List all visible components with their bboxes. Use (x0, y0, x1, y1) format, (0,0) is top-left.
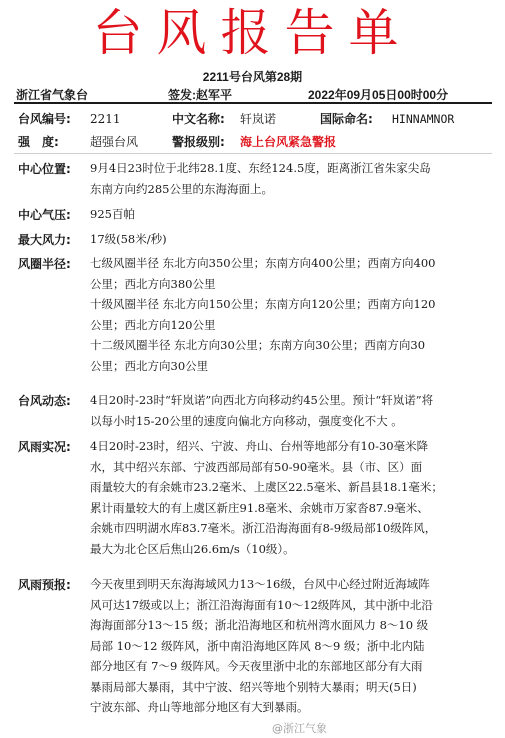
forecast-label: 风雨预报: (18, 578, 71, 592)
issue-datetime: 2022年09月05日00时00分 (308, 88, 449, 102)
agency-name: 浙江省气象台 (16, 88, 89, 102)
typhoon-cn-name: 轩岚诺 (240, 112, 277, 126)
movement-label: 台风动态: (18, 394, 71, 408)
center-line: 东南方向约285公里的东海海面上。 (90, 181, 273, 196)
info-row-2 (0, 133, 505, 153)
radius-line: 公里；西北方向380公里 (90, 276, 216, 291)
radius-line: 公里；西北方向30公里 (90, 358, 209, 373)
observed-line: 雨量较大的有余姚市23.2毫米、上虞区22.5毫米、新昌县18.1毫米； (90, 480, 443, 494)
radius-text (90, 253, 436, 376)
info-divider (14, 153, 492, 154)
forecast-line: 海海面部分13～15 级；浙北沿海地区和杭州湾水面风力 8～10 级 (90, 618, 429, 632)
pressure-line: 925百帕 (90, 207, 135, 221)
forecast-text (90, 574, 433, 718)
radius-line: 十二级风圈半径 东北方向30公里；东南方向30公里；西南方向30 (90, 338, 426, 352)
signer: 签发:赵军平 (168, 88, 232, 102)
intl-name-label: 国际命名: (320, 112, 373, 126)
radius-line: 七级风圈半径 东北方向350公里；东南方向400公里；西南方向400 (90, 256, 436, 270)
report-title: 台风报告单 (92, 4, 413, 62)
typhoon-number: 2211 (90, 112, 121, 126)
wind-text (90, 229, 167, 250)
cn-name-label: 中文名称: (172, 112, 225, 126)
warning-level: 海上台风紧急警报 (240, 135, 337, 149)
info-row-1 (0, 110, 505, 130)
observed-label: 风雨实况: (18, 440, 71, 454)
observed-line: 余姚市四明湖水库83.7毫米。浙江沿海海面有8-9级局部10级阵风， (90, 521, 437, 535)
forecast-line: 局部 10～12 级阵风，浙中南沿海地区阵风 8～9 级；浙中北内陆 (90, 638, 425, 653)
watermark: @浙江气象 (272, 722, 327, 735)
forecast-line: 今天夜里到明天东海海域风力13～16级，台风中心经过附近海域阵 (90, 577, 430, 591)
movement-line: 以每小时15-20公里的速度向偏北方向移动，强度变化不大 。 (90, 413, 403, 428)
pressure-label: 中心气压: (18, 208, 71, 222)
observed-line: 4日20时-23时，绍兴、宁波、舟山、台州等地部分有10-30毫米降 (90, 439, 429, 453)
observed-line: 最大为北仑区后焦山26.6m/s（10级）。 (90, 541, 295, 556)
radius-line: 十级风圈半径 东北方向150公里；东南方向120公里；西南方向120 (90, 297, 436, 311)
warning-label: 警报级别: (172, 135, 225, 149)
wind-line: 17级(58米/秒) (90, 232, 167, 246)
wind-label: 最大风力: (18, 233, 71, 247)
observed-line: 累计雨量较大的有上虞区新庄91.8毫米、余姚市万家沓87.9毫米、 (90, 500, 429, 515)
observed-text (90, 436, 443, 559)
report-subtitle: 2211号台风第28期 (202, 70, 303, 84)
header-divider (14, 102, 492, 104)
forecast-line: 部分地区有 7～9 级阵风。今天夜里浙中北的东部地区部分有大雨 (90, 659, 423, 673)
movement-text (90, 390, 433, 431)
forecast-line: 宁波东部、舟山等地部分地区有大到暴雨。 (90, 700, 309, 714)
radius-label: 风圈半径: (18, 257, 71, 271)
movement-line: 4日20时-23时“轩岚诺”向西北方向移动约45公里。预计“轩岚诺”将 (90, 393, 434, 407)
number-label: 台风编号: (18, 112, 71, 126)
observed-line: 水，其中绍兴东部、宁波西部局部有50-90毫米。县（市、区）面 (90, 459, 423, 474)
intensity-label: 强 度: (18, 135, 59, 149)
forecast-line: 风可达17级或以上；浙江沿海海面有10～12级阵风，其中浙中北沿 (90, 597, 433, 612)
intensity-value: 超强台风 (90, 135, 139, 149)
pressure-text (90, 204, 135, 225)
typhoon-intl-name: HINNAMNOR (392, 112, 455, 126)
center-line: 9月4日23时位于北纬28.1度、东经124.5度，距离浙江省朱家尖岛 (90, 161, 431, 175)
radius-line: 公里；西北方向120公里 (90, 317, 216, 332)
center-text (90, 158, 431, 199)
report-header (16, 86, 494, 102)
center-label: 中心位置: (18, 162, 71, 176)
forecast-line: 暴雨局部大暴雨，其中宁波、绍兴等地个别特大暴雨；明天(5日) (90, 679, 417, 694)
